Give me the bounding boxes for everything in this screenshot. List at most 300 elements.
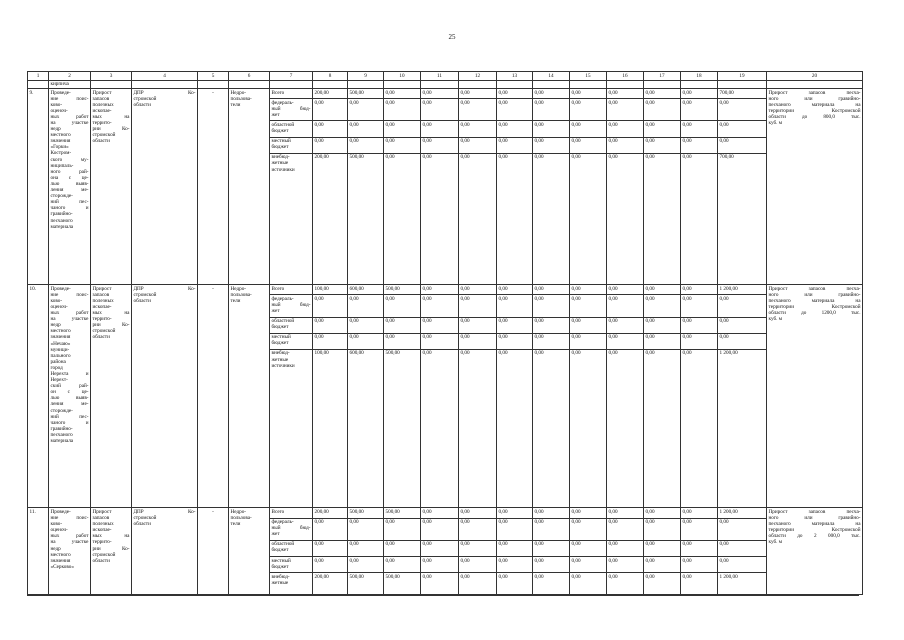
funding-source-label-line: федераль- <box>271 295 294 302</box>
column-number-10: 10 <box>384 72 421 81</box>
funding-value: 100,00 <box>314 350 329 357</box>
column-number-3: 3 <box>91 72 132 81</box>
measure-participants-line: тели <box>230 297 241 304</box>
column-number-7: 7 <box>270 72 313 81</box>
funding-value: 0,00 <box>533 318 569 334</box>
column-number-1: 1 <box>28 72 49 81</box>
expected-result-line: области до 1200,0 тыс. <box>768 310 861 317</box>
funding-value: 0,00 <box>607 138 643 154</box>
measure-name-line: ский рай- <box>50 383 89 390</box>
funding-values-col-10 <box>384 508 421 595</box>
funding-source-label <box>270 295 312 317</box>
funding-value: 0,00 <box>497 295 532 317</box>
funding-value: 0,00 <box>533 99 569 121</box>
measure-name-line: он с це- <box>50 389 89 396</box>
funding-values-col-11 <box>421 508 459 595</box>
funding-value: 0,00 <box>570 508 606 518</box>
continuation-text: кирпича <box>49 81 91 89</box>
funding-values-col-13 <box>497 285 533 508</box>
funding-value: 0,00 <box>459 508 496 518</box>
continuation-cell-1 <box>28 81 49 89</box>
funding-value: 0,00 <box>384 121 420 137</box>
expected-result-line: территории Костромской <box>768 107 861 114</box>
column-number-20: 20 <box>767 72 863 81</box>
measure-goal-line: полезных <box>92 101 114 108</box>
column-number-8: 8 <box>313 72 348 81</box>
measure-name-line: местного <box>50 132 71 139</box>
measure-goal-line: Прирост <box>92 508 112 515</box>
funding-value: 0,00 <box>497 121 532 137</box>
funding-values-col-8 <box>313 89 348 285</box>
funding-value: 0,00 <box>607 285 643 295</box>
measure-goal <box>91 89 132 285</box>
funding-value: 0,00 <box>681 557 717 573</box>
column-number-5: 5 <box>198 72 229 81</box>
funding-value: 0,00 <box>607 99 643 121</box>
funding-value: 0,00 <box>497 285 532 295</box>
measure-name-line: пального <box>50 352 71 359</box>
funding-value: 0,00 <box>459 99 496 121</box>
funding-source-label-line: Всего <box>271 508 285 515</box>
measure-row <box>28 89 863 285</box>
funding-value: 0,00 <box>571 573 581 580</box>
measure-goal-line: мых на <box>92 113 130 120</box>
measure-name-line: «Нечаю» <box>50 340 71 347</box>
measure-executor <box>132 285 198 508</box>
measure-goal-line: террито- <box>92 316 112 323</box>
measure-name-line: оценоч- <box>50 303 68 310</box>
funding-value: 0,00 <box>607 295 643 317</box>
measure-name-line: «Серково» <box>50 563 74 570</box>
measure-name-line: ний пес- <box>50 199 89 206</box>
funding-value: 0,00 <box>421 541 458 557</box>
funding-value: 0,00 <box>608 573 618 580</box>
expected-result-line: куб. м <box>768 316 782 323</box>
funding-source-label <box>270 121 312 137</box>
funding-value: 500,00 <box>348 89 383 99</box>
column-number-16: 16 <box>607 72 644 81</box>
funding-source-label <box>270 541 312 557</box>
funding-value: 0,00 <box>681 541 717 557</box>
measure-goal <box>91 285 132 508</box>
funding-value: 500,00 <box>385 350 400 357</box>
measure-goal-line: области <box>92 138 110 145</box>
funding-value: 0,00 <box>533 508 569 518</box>
funding-value: 1 200,00 <box>719 350 738 357</box>
measure-participants-line: Недро- <box>230 89 247 96</box>
funding-value: 0,00 <box>570 285 606 295</box>
column-number-4: 4 <box>132 72 198 81</box>
measure-goal-line: полезных <box>92 297 114 304</box>
funding-values-col-8 <box>313 508 348 595</box>
measure-row <box>28 285 863 508</box>
expected-result-line: песчаного материала на <box>768 101 861 108</box>
funding-value: 0,00 <box>644 285 680 295</box>
measure-goal-line: рии Ко- <box>92 322 130 329</box>
funding-values-col-15 <box>570 89 607 285</box>
funding-value: 0,00 <box>570 519 606 541</box>
funding-value: 0,00 <box>348 541 383 557</box>
expected-result-line: ного или гравийно- <box>768 95 861 102</box>
expected-result <box>767 508 863 595</box>
measure-number: 9. <box>28 89 49 285</box>
funding-value: 0,00 <box>313 121 347 137</box>
funding-value: 0,00 <box>421 508 458 518</box>
funding-source-label-line: внебюд- <box>271 350 290 357</box>
measure-name-line: город <box>50 364 63 371</box>
funding-source-label-line: бюджет <box>271 340 289 347</box>
funding-source-label-line: бюджет <box>271 547 289 554</box>
funding-value: 0,00 <box>422 350 432 357</box>
funding-source-label-line: областной <box>271 121 295 128</box>
funding-value: 0,00 <box>421 121 458 137</box>
expected-result-line: ного или гравийно- <box>768 291 861 298</box>
funding-source-label-line: Всего <box>271 89 285 96</box>
funding-value: 0,00 <box>421 557 458 573</box>
expected-result <box>767 89 863 285</box>
funding-value: 0,00 <box>384 334 420 350</box>
funding-values-col-12 <box>459 285 497 508</box>
funding-value: 0,00 <box>533 285 569 295</box>
measure-goal-line: стромской <box>92 551 116 558</box>
funding-value: 0,00 <box>607 508 643 518</box>
funding-source-label-line: бюджет <box>271 563 289 570</box>
funding-value: 0,00 <box>534 350 544 357</box>
continuation-cell-17 <box>644 81 681 89</box>
funding-source-label <box>270 99 312 121</box>
measure-row <box>28 508 863 595</box>
measure-name-line: она с це- <box>50 174 89 181</box>
measure-name-line: Проведе- <box>50 285 71 292</box>
funding-value: 0,00 <box>459 557 496 573</box>
column-number-17: 17 <box>644 72 681 81</box>
measure-executor-line: ДПР Ко- <box>133 508 196 515</box>
measure-participants-line: Недро- <box>230 285 247 292</box>
measure-name-line: сторожде- <box>50 193 73 200</box>
measure-name-line: местного <box>50 551 71 558</box>
continuation-cell-12 <box>459 81 497 89</box>
measure-co-executor: - <box>198 89 229 285</box>
measure-name-line: лью выяв- <box>50 180 89 187</box>
funding-values-col-17 <box>644 285 681 508</box>
continuation-cell-20 <box>767 81 863 89</box>
funding-value: 0,00 <box>570 295 606 317</box>
measure-name-line: оценоч- <box>50 527 68 534</box>
funding-values-col-8 <box>313 285 348 508</box>
funding-value: 0,00 <box>681 295 717 317</box>
funding-value: 700,00 <box>719 154 734 161</box>
funding-source-label <box>270 334 312 350</box>
expected-result-line: Прирост запасов песча- <box>768 285 861 292</box>
funding-value: 0,00 <box>313 318 347 334</box>
funding-value: 500,00 <box>385 573 400 580</box>
funding-value: 0,00 <box>681 138 717 154</box>
measure-number: 11. <box>28 508 49 595</box>
measure-name-line: местного <box>50 328 71 335</box>
measure-name-line: ного рай- <box>50 168 89 175</box>
funding-source-label <box>270 89 312 99</box>
funding-value: 700,00 <box>718 89 766 99</box>
measure-goal-line: рии Ко- <box>92 545 130 552</box>
funding-source-label <box>270 557 312 573</box>
funding-value: 0,00 <box>718 121 766 137</box>
funding-value: 0,00 <box>607 334 643 350</box>
funding-source-label-line: федераль- <box>271 99 294 106</box>
funding-value: 0,00 <box>718 334 766 350</box>
funding-value: 0,00 <box>459 121 496 137</box>
funding-values-col-9 <box>348 508 384 595</box>
measure-goal-line: террито- <box>92 120 112 127</box>
funding-value: 0,00 <box>533 541 569 557</box>
funding-value: 100,00 <box>313 285 347 295</box>
measure-participants-line: тели <box>230 521 241 528</box>
funding-value: 0,00 <box>460 154 470 161</box>
funding-value: 0,00 <box>421 334 458 350</box>
measure-name <box>49 285 91 508</box>
measure-goal-line: области <box>92 557 110 564</box>
column-number-13: 13 <box>497 72 533 81</box>
funding-source-label-line: местный <box>271 557 291 564</box>
measure-name-line: ных работ <box>50 113 89 120</box>
funding-value: 0,00 <box>718 557 766 573</box>
funding-value: 0,00 <box>607 89 643 99</box>
funding-values-col-9 <box>348 89 384 285</box>
measure-participants <box>229 508 270 595</box>
funding-values-col-17 <box>644 89 681 285</box>
measure-name-line: Костром- <box>50 150 72 157</box>
funding-source-label-line: областной <box>271 318 295 325</box>
funding-value: 0,00 <box>497 508 532 518</box>
measure-name-line: ково- <box>50 297 63 304</box>
funding-value: 0,00 <box>718 99 766 121</box>
funding-source-label <box>270 154 312 175</box>
column-number-15: 15 <box>570 72 607 81</box>
funding-value: 0,00 <box>348 138 383 154</box>
funding-value: 0,00 <box>533 138 569 154</box>
funding-source-label-line: бюджет <box>271 144 289 151</box>
funding-value: 0,00 <box>570 557 606 573</box>
column-number-6: 6 <box>229 72 270 81</box>
funding-source-label-line: жетные <box>271 356 289 363</box>
funding-value: 0,00 <box>497 99 532 121</box>
funding-source-label-line: бюджет <box>271 324 289 331</box>
funding-value: 0,00 <box>681 318 717 334</box>
funding-value: 0,00 <box>644 557 680 573</box>
continuation-cell-19 <box>718 81 767 89</box>
column-number-11: 11 <box>421 72 459 81</box>
measure-name-line: муници- <box>50 346 70 353</box>
funding-value: 0,00 <box>421 318 458 334</box>
funding-values-col-12 <box>459 508 497 595</box>
funding-values-col-12 <box>459 89 497 285</box>
continuation-cell-4 <box>132 81 198 89</box>
funding-value: 0,00 <box>718 318 766 334</box>
funding-value: 0,00 <box>533 519 569 541</box>
measure-name-line: на участке <box>50 316 89 323</box>
funding-value: 1 200,00 <box>719 573 738 580</box>
measure-executor <box>132 89 198 285</box>
measure-name-line: ных работ <box>50 310 89 317</box>
funding-value: 0,00 <box>607 318 643 334</box>
funding-value: 500,00 <box>349 154 364 161</box>
funding-value: 0,00 <box>421 519 458 541</box>
funding-values-col-11 <box>421 89 459 285</box>
column-number-12: 12 <box>459 72 497 81</box>
funding-value: 0,00 <box>384 557 420 573</box>
funding-sources <box>270 89 313 285</box>
funding-source-label-line: местный <box>271 334 291 341</box>
funding-value: 200,00 <box>314 573 329 580</box>
column-number-2: 2 <box>49 72 91 81</box>
funding-value: 0,00 <box>384 519 420 541</box>
measure-name-line: ково- <box>50 521 63 528</box>
expected-result-line: территории Костромской <box>768 527 861 534</box>
continuation-cell-11 <box>421 81 459 89</box>
expected-result-line: территории Костромской <box>768 303 861 310</box>
funding-value: 0,00 <box>498 154 508 161</box>
funding-values-col-19 <box>718 89 767 285</box>
measure-executor-line: области <box>133 297 151 304</box>
measure-participants-line: тели <box>230 101 241 108</box>
funding-value: 0,00 <box>570 121 606 137</box>
measure-goal-line: Прирост <box>92 285 112 292</box>
measure-participants-line: пользова- <box>230 515 252 522</box>
measure-goal-line: ископае- <box>92 527 112 534</box>
funding-value: 0,00 <box>348 121 383 137</box>
funding-value: 0,00 <box>681 519 717 541</box>
measure-name-line: Проведе- <box>50 89 71 96</box>
funding-value: 0,00 <box>644 541 680 557</box>
funding-source-label-line: жет <box>271 531 280 538</box>
funding-value: 0,00 <box>607 557 643 573</box>
measure-executor-line: области <box>133 521 151 528</box>
funding-source-label-line: жетные <box>271 160 289 167</box>
measure-name-line: сторожде- <box>50 407 73 414</box>
funding-values-col-13 <box>497 89 533 285</box>
funding-value: 0,00 <box>533 295 569 317</box>
funding-value: 0,00 <box>681 334 717 350</box>
funding-values-col-14 <box>533 285 570 508</box>
funding-value: 0,00 <box>459 334 496 350</box>
funding-source-label-line: ный бюд- <box>271 301 311 308</box>
measure-name <box>49 508 91 595</box>
funding-source-label <box>270 508 312 518</box>
funding-value: 0,00 <box>497 334 532 350</box>
continuation-cell-10 <box>384 81 421 89</box>
funding-values-col-18 <box>681 285 718 508</box>
continuation-cell-3 <box>91 81 132 89</box>
continuation-cell-9 <box>348 81 384 89</box>
measure-name-line: «Горки» <box>50 144 69 151</box>
measure-name-line: ных работ <box>50 533 89 540</box>
measure-participants <box>229 285 270 508</box>
funding-value: 0,00 <box>313 541 347 557</box>
measure-goal-line: мых на <box>92 533 130 540</box>
measure-name-line: ского му- <box>50 156 89 163</box>
funding-value: 1 200,00 <box>718 285 766 295</box>
measure-name-line: материала <box>50 223 74 230</box>
expected-result-line: песчаного материала на <box>768 297 861 304</box>
funding-value: 0,00 <box>570 541 606 557</box>
column-number-18: 18 <box>681 72 718 81</box>
funding-source-label <box>270 350 312 371</box>
funding-value: 0,00 <box>313 295 347 317</box>
expected-result <box>767 285 863 508</box>
funding-value: 600,00 <box>349 350 364 357</box>
measure-goal-line: мых на <box>92 310 130 317</box>
funding-value: 0,00 <box>498 573 508 580</box>
funding-value: 500,00 <box>384 508 420 518</box>
measure-goal-line: области <box>92 334 110 341</box>
continuation-cell-13 <box>497 81 533 89</box>
funding-value: 0,00 <box>348 99 383 121</box>
measure-goal-line: запасов <box>92 291 110 298</box>
funding-value: 0,00 <box>718 138 766 154</box>
funding-value: 0,00 <box>313 99 347 121</box>
measure-name-line: Проведе- <box>50 508 71 515</box>
funding-value: 0,00 <box>682 573 692 580</box>
expected-result-line: куб. м <box>768 539 782 546</box>
funding-value: 0,00 <box>645 573 655 580</box>
funding-value: 0,00 <box>644 508 680 518</box>
funding-source-label-line: ный бюд- <box>271 525 311 532</box>
measure-participants-line: пользова- <box>230 291 252 298</box>
measure-goal-line: террито- <box>92 539 112 546</box>
measure-name <box>49 89 91 285</box>
funding-value: 0,00 <box>718 295 766 317</box>
funding-source-label-line: источники <box>271 362 295 369</box>
funding-value: 0,00 <box>421 285 458 295</box>
measure-name-line: на участке <box>50 539 89 546</box>
measure-executor-line: стромской <box>133 95 157 102</box>
funding-value: 0,00 <box>497 318 532 334</box>
funding-source-label-line: внебюд- <box>271 154 290 161</box>
funding-source-label-line: бюджет <box>271 128 289 135</box>
funding-value: 0,00 <box>645 350 655 357</box>
measure-name-line: недр <box>50 322 61 329</box>
funding-value: 0,00 <box>421 89 458 99</box>
funding-value: 0,00 <box>459 519 496 541</box>
funding-value: 0,00 <box>422 573 432 580</box>
funding-value: 0,00 <box>681 121 717 137</box>
funding-value: 0,00 <box>644 295 680 317</box>
measure-name-line: значения <box>50 334 71 341</box>
measure-name-line: песчаного <box>50 217 73 224</box>
measure-name-line: района <box>50 358 66 365</box>
measure-name-line: лью выяв- <box>50 395 89 402</box>
measure-executor-line: стромской <box>133 515 157 522</box>
funding-value: 0,00 <box>644 318 680 334</box>
column-number-9: 9 <box>348 72 384 81</box>
measure-name-line: ления ме- <box>50 401 89 408</box>
measure-participants-line: пользова- <box>230 95 252 102</box>
measure-name-line: чаного и <box>50 205 89 212</box>
funding-value: 0,00 <box>459 138 496 154</box>
funding-value: 0,00 <box>313 557 347 573</box>
funding-value: 500,00 <box>348 508 383 518</box>
funding-source-label-line: Всего <box>271 285 285 292</box>
measure-goal-line: запасов <box>92 515 110 522</box>
expected-result-line: Прирост запасов песча- <box>768 508 861 515</box>
funding-value: 0,00 <box>348 318 383 334</box>
measure-goal-line: ископае- <box>92 303 112 310</box>
funding-value: 0,00 <box>384 541 420 557</box>
funding-value: 0,00 <box>681 99 717 121</box>
funding-value: 0,00 <box>718 541 766 557</box>
funding-values-col-10 <box>384 89 421 285</box>
funding-value: 0,00 <box>644 121 680 137</box>
funding-value: 0,00 <box>570 89 606 99</box>
